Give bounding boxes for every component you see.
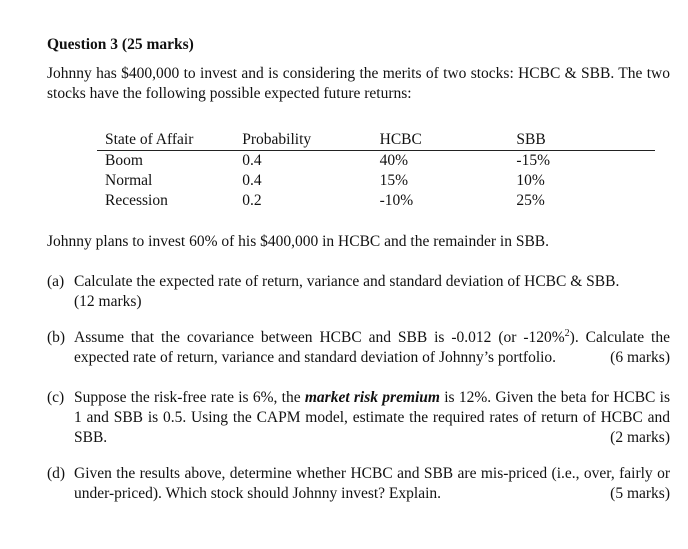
cell-probability: 0.2 <box>242 192 262 209</box>
part-b-text-2: ). Calculate the expected rate of return, variance and standard deviation of Johnny’s portfolio. <box>74 329 670 366</box>
header-state: State of Affair <box>97 130 242 151</box>
question-title: Question 3 (25 marks) <box>47 36 194 53</box>
cell-state: Boom <box>105 152 143 169</box>
part-d <box>47 464 670 504</box>
table-header-row <box>97 130 655 151</box>
cell-hcbc: 15% <box>379 172 409 189</box>
part-c-marks: (2 marks) <box>610 429 670 446</box>
table-row <box>97 151 655 172</box>
header-hcbc: HCBC <box>380 130 517 151</box>
cell-hcbc: 40% <box>379 152 409 169</box>
part-a-marks: (12 marks) <box>74 293 142 310</box>
part-c-label: (c) <box>47 389 65 406</box>
part-c-text-2: is 12%. Given the beta for HCBC is 1 and SBB is 0.5. Using the CAPM model, estimate the required rates of return of HCBC and SBB. <box>74 389 670 446</box>
question-intro: Johnny has $400,000 to invest and is considering the merits of two stocks: HCBC & SBB. The two stocks have the following possible expected future returns: <box>47 65 670 102</box>
part-a-label: (a) <box>47 273 65 290</box>
cell-probability: 0.4 <box>242 172 262 189</box>
investment-plan: Johnny plans to invest 60% of his $400,000 in HCBC and the remainder in SBB. <box>47 233 550 250</box>
header-sbb: SBB <box>516 130 655 151</box>
part-d-label: (d) <box>47 465 66 482</box>
cell-sbb: 25% <box>516 192 545 209</box>
part-d-text: Given the results above, determine whether HCBC and SBB are mis-priced (i.e., over, fairly or under-priced). Which stock should Johnny invest? Explain. <box>74 465 670 502</box>
part-b-label: (b) <box>47 329 66 346</box>
cell-state: Normal <box>105 172 153 189</box>
cell-sbb: 10% <box>516 172 545 189</box>
table-row <box>97 191 655 211</box>
part-b-marks: (6 marks) <box>610 349 670 366</box>
table-row <box>97 171 655 191</box>
header-probability: Probability <box>242 130 379 151</box>
part-d-marks: (5 marks) <box>610 485 670 502</box>
part-c-text-1: Suppose the risk-free rate is 6%, the <box>74 389 305 406</box>
cell-state: Recession <box>105 192 168 209</box>
cell-hcbc: -10% <box>379 192 414 209</box>
part-c <box>47 388 670 448</box>
part-c-emphasis: market risk premium <box>304 389 440 406</box>
returns-table <box>97 130 655 211</box>
cell-sbb: -15% <box>516 152 550 169</box>
cell-probability: 0.4 <box>242 152 262 169</box>
part-b <box>47 328 670 368</box>
part-b-superscript: 2 <box>564 327 570 339</box>
part-a-text: Calculate the expected rate of return, variance and standard deviation of HCBC & SBB. <box>74 273 620 290</box>
part-b-text-1: Assume that the covariance between HCBC and SBB is -0.012 (or -120% <box>74 329 565 346</box>
part-a <box>47 272 670 312</box>
